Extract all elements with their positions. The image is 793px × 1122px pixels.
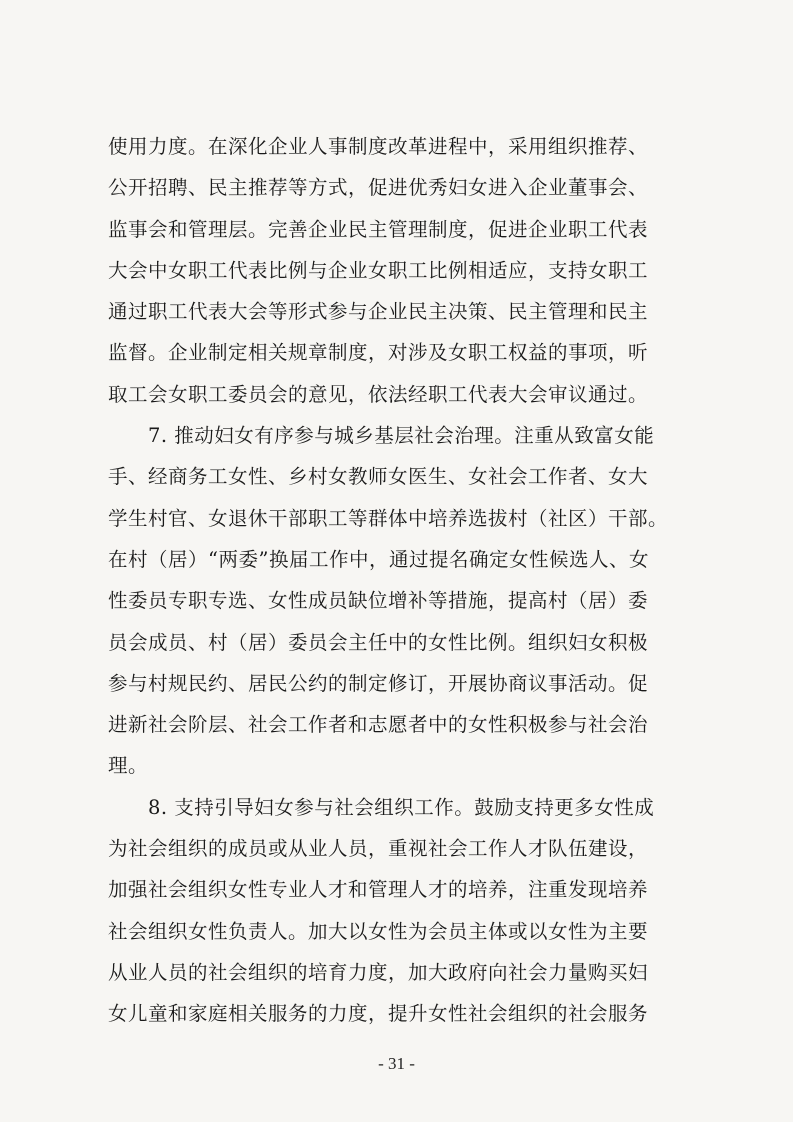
text-line: 通过职工代表大会等形式参与企业民主决策、民主管理和民主 <box>108 300 649 324</box>
text-line: 员会成员、村（居）委员会主任中的女性比例。组织妇女积极 <box>108 630 649 654</box>
body-text <box>108 126 688 1035</box>
text-line: 理。 <box>108 754 149 778</box>
text-line: 在村（居）“两委”换届工作中，通过提名确定女性候选人、女 <box>108 547 649 571</box>
text-line: 为社会组织的成员或从业人员，重视社会工作人才队伍建设， <box>108 837 649 861</box>
text-line: 加强社会组织女性专业人才和管理人才的培养，注重发现培养 <box>108 878 649 902</box>
text-line: 监督。企业制定相关规章制度，对涉及女职工权益的事项，听 <box>108 341 649 365</box>
text-line: 监事会和管理层。完善企业民主管理制度，促进企业职工代表 <box>108 217 649 241</box>
text-line: 进新社会阶层、社会工作者和志愿者中的女性积极参与社会治 <box>108 713 649 737</box>
section-8-heading-line: 8. 支持引导妇女参与社会组织工作。鼓励支持更多女性成 <box>148 795 655 819</box>
text-line: 女儿童和家庭相关服务的力度，提升女性社会组织的社会服务 <box>108 1002 649 1026</box>
text-line: 学生村官、女退休干部职工等群体中培养选拔村（社区）干部。 <box>108 506 669 530</box>
text-line: 大会中女职工代表比例与企业女职工比例相适应，支持女职工 <box>108 258 649 282</box>
text-line: 公开招聘、民主推荐等方式，促进优秀妇女进入企业董事会、 <box>108 176 649 200</box>
text-line: 取工会女职工委员会的意见，依法经职工代表大会审议通过。 <box>108 382 649 406</box>
text-line: 社会组织女性负责人。加大以女性为会员主体或以女性为主要 <box>108 919 649 943</box>
text-line: 手、经商务工女性、乡村女教师女医生、女社会工作者、女大 <box>108 465 649 489</box>
page-number: - 31 - <box>378 1054 415 1073</box>
section-7-heading-line: 7. 推动妇女有序参与城乡基层社会治理。注重从致富女能 <box>148 424 655 448</box>
text-line: 从业人员的社会组织的培育力度，加大政府向社会力量购买妇 <box>108 960 649 984</box>
text-line: 性委员专职专选、女性成员缺位增补等措施，提高村（居）委 <box>108 589 649 613</box>
text-line: 参与村规民约、居民公约的制定修订，开展协商议事活动。促 <box>108 671 649 695</box>
text-line: 使用力度。在深化企业人事制度改革进程中，采用组织推荐、 <box>108 135 649 158</box>
